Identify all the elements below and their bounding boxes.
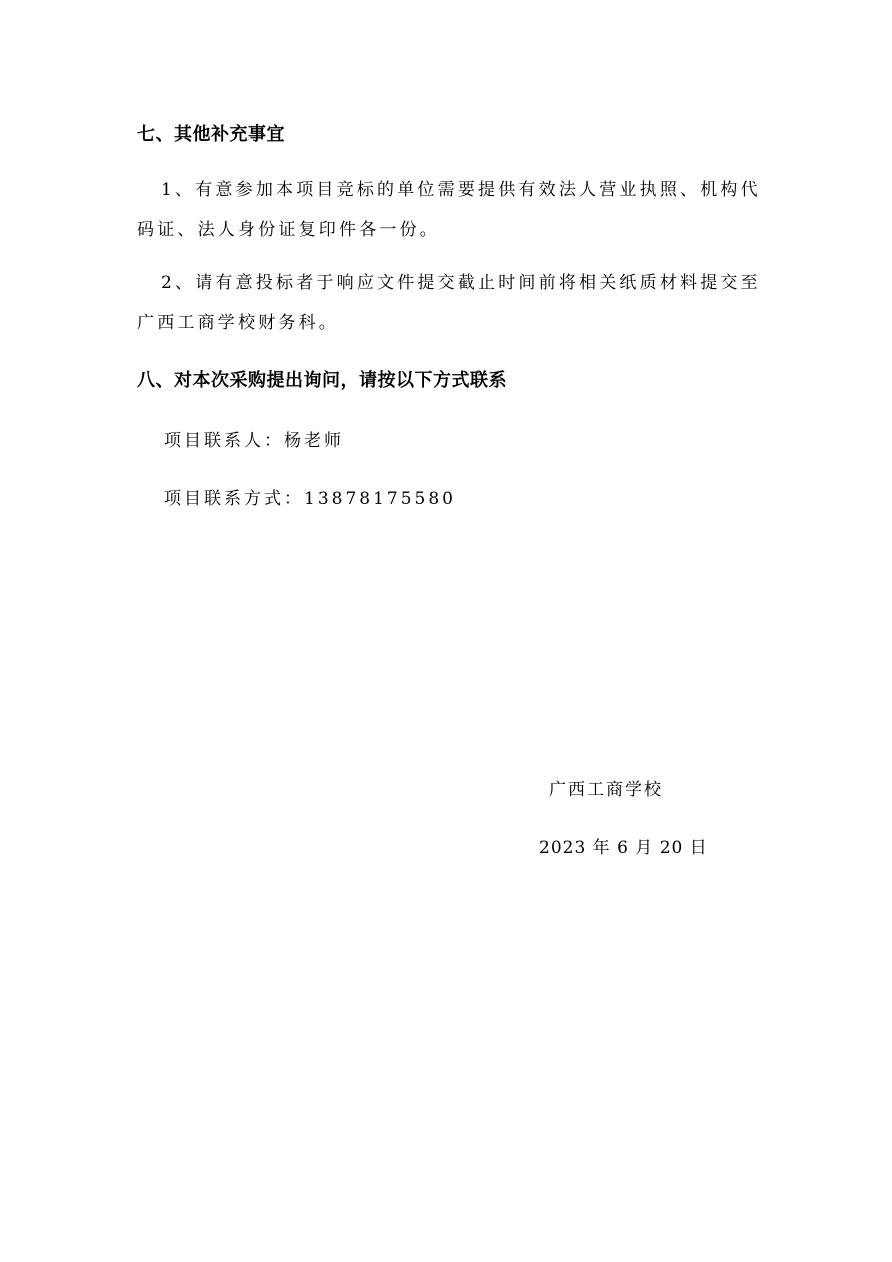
signature-organization: 广西工商学校 <box>549 780 663 800</box>
signature-date: 2023 年 6 月 20 日 <box>539 838 708 858</box>
section-8-heading: 八、对本次采购提出询问，请按以下方式联系 <box>137 370 507 391</box>
item-1-line-1: 1、有意参加本项目竞标的单位需要提供有效法人营业执照、机构代 <box>161 180 761 200</box>
item-2-line-1: 2、请有意投标者于响应文件提交截止时间前将相关纸质材料提交至 <box>161 273 761 293</box>
contact-phone: 项目联系方式：13878175580 <box>164 489 456 509</box>
section-7-item-1 <box>137 170 767 250</box>
item-2-line-2: 广西工商学校财务科。 <box>137 313 339 333</box>
item-1-line-2: 码证、法人身份证复印件各一份。 <box>137 220 440 240</box>
section-7-item-2 <box>137 263 767 343</box>
section-7-heading: 七、其他补充事宜 <box>137 124 285 145</box>
contact-person: 项目联系人：杨老师 <box>164 431 344 451</box>
